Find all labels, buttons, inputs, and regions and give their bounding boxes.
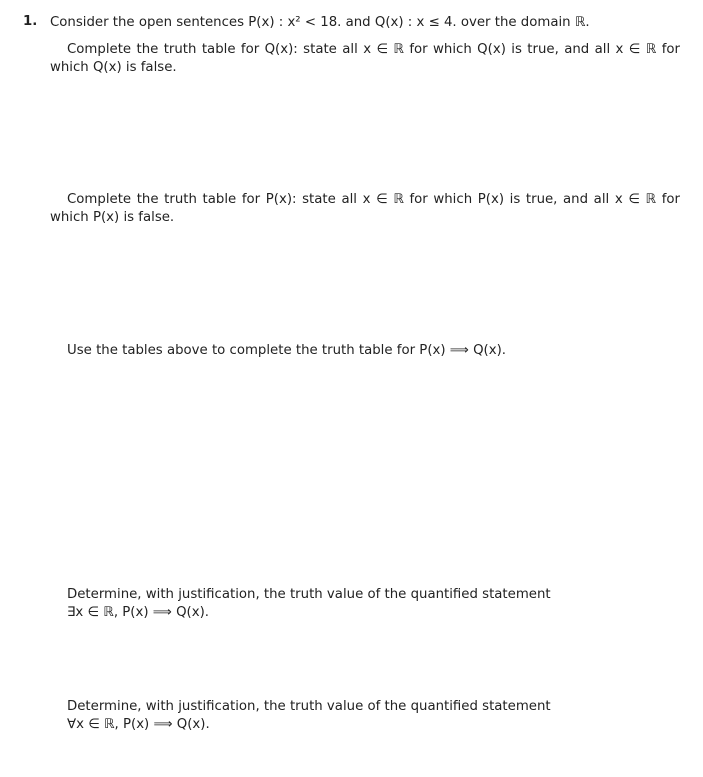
existential-prompt: Determine, with justification, the truth value of the quantified statement	[67, 587, 551, 602]
part-implication-truth-table: Use the tables above to complete the truth table for P(x) ⟹ Q(x).	[67, 343, 507, 358]
existential-formula: ∃x ∈ ℝ, P(x) ⟹ Q(x).	[67, 605, 210, 620]
question-intro: Consider the open sentences P(x) : x² < 18. and Q(x) : x ≤ 4. over the domain ℝ.	[50, 15, 590, 30]
universal-formula: ∀x ∈ ℝ, P(x) ⟹ Q(x).	[67, 717, 210, 732]
universal-prompt: Determine, with justification, the truth value of the quantified statement	[67, 699, 551, 714]
question-number: 1.	[23, 14, 38, 29]
part-p-truth-table: Complete the truth table for P(x): state all x ∈ ℝ for which P(x) is true, and all x ∈ ℝ for which P(x) is false.	[50, 192, 680, 225]
part-q-truth-table: Complete the truth table for Q(x): state all x ∈ ℝ for which Q(x) is true, and all x ∈ ℝ for which Q(x) is false.	[50, 42, 680, 75]
